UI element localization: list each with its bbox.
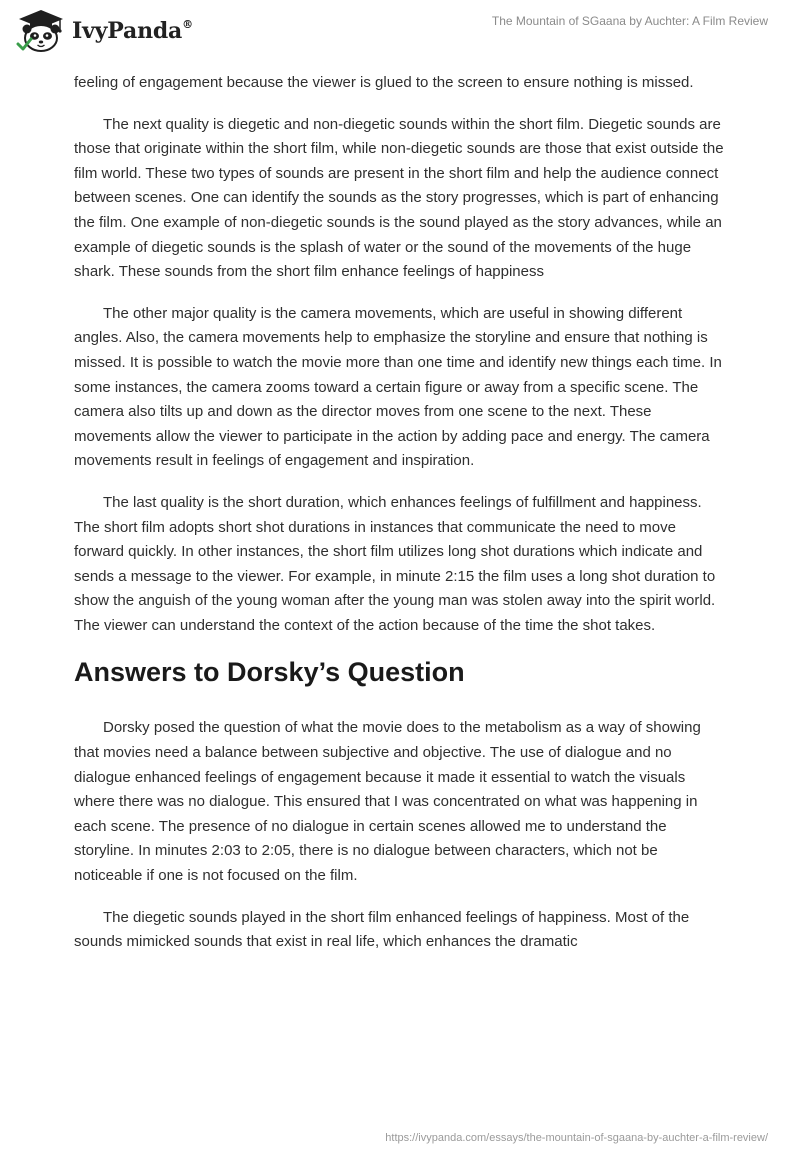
page-header	[0, 0, 800, 70]
paragraph-dorsky-question: Dorsky posed the question of what the movie does to the metabolism as a way of showing that movies need a balance between subjective and objective. The use of dialogue and no dialogue enhanced feelings of engagement because it made it essential to watch the visuals where there was no dialogue. This ensured that I was concentrated on what was happening in each scene. The presence of no dialogue in certain scenes allowed me to understand the storyline. In minutes 2:03 to 2:05, there is no dialogue between characters, which not be noticeable if one is not focused on the film.	[74, 719, 701, 885]
essay-body	[74, 71, 726, 972]
paragraph-diegetic-sounds: The next quality is diegetic and non-diegetic sounds within the short film. Diegetic sounds are those that originate within the short film, while non-diegetic sounds are those that exist outside the film world. These two types of sounds are present in the short film and help the audience connect between scenes. One can identify the sounds as the story progresses, which is part of enhancing the film. One example of non-diegetic sounds is the sound played as the story advances, while an example of diegetic sounds is the splash of water or the sound of the movements of the huge shark. These sounds from the short film enhance feelings of happiness	[74, 115, 724, 281]
source-url[interactable]: https://ivypanda.com/essays/the-mountain-of-sgaana-by-auchter-a-film-review/	[385, 1132, 768, 1144]
logo-wordmark: IvyPanda®	[72, 17, 193, 44]
ivypanda-logo[interactable]	[16, 8, 193, 54]
paragraph-short-duration: The last quality is the short duration, which enhances feelings of fulfillment and happiness. The short film adopts short shot durations in instances that communicate the need to move forward quickly. In other instances, the short film utilizes long shot durations which indicate and sends a message to the viewer. For example, in minute 2:15 the film uses a long shot duration to show the anguish of the young woman after the young man was stolen away into the spirit world. The viewer can understand the context of the action because of the time the shot takes.	[74, 493, 716, 634]
paragraph-continuation: feeling of engagement because the viewer is glued to the screen to ensure nothing is missed.	[74, 74, 694, 91]
panda-graduate-icon	[16, 8, 66, 54]
section-heading: Answers to Dorsky’s Question	[74, 657, 465, 688]
paragraph-camera-movements: The other major quality is the camera movements, which are useful in showing different angles. Also, the camera movements help to emphasize the storyline and ensure that nothing is missed. It is possible to watch the movie more than one time and identify new things each time. In some instances, the camera zooms toward a certain figure or away from a specific scene. The camera also tilts up and down as the director moves from one scene to the next. These movements allow the viewer to participate in the action by adding pace and energy. The camera movements result in feelings of engagement and inspiration.	[74, 304, 722, 470]
document-title: The Mountain of SGaana by Auchter: A Film Review	[491, 14, 768, 28]
paragraph-diegetic-happiness: The diegetic sounds played in the short film enhanced feelings of happiness. Most of the sounds mimicked sounds that exist in real life, which enhances the dramatic	[74, 908, 690, 951]
